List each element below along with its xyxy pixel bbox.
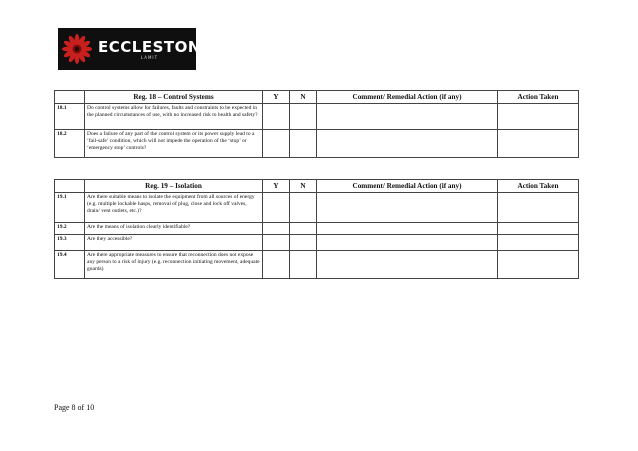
- logo-subtitle: LAMIT: [140, 54, 159, 60]
- cell-action-taken[interactable]: [498, 223, 579, 235]
- cell-comment[interactable]: [317, 235, 498, 251]
- table-row: [55, 193, 579, 223]
- header-y: Y: [263, 91, 290, 104]
- row-number: 19.4: [55, 251, 85, 279]
- table-row: [55, 251, 579, 279]
- cell-n[interactable]: [290, 251, 317, 279]
- cell-n[interactable]: [290, 193, 317, 223]
- table-title: Reg. 18 – Control Systems: [85, 91, 263, 104]
- table-row: [55, 104, 579, 130]
- cell-comment[interactable]: [317, 193, 498, 223]
- header-comment: Comment/ Remedial Action (if any): [317, 180, 498, 193]
- table-header-row: [55, 180, 579, 193]
- table-header-row: [55, 91, 579, 104]
- logo-text: [98, 39, 201, 60]
- control-systems-table: [54, 90, 579, 158]
- cell-y[interactable]: [263, 235, 290, 251]
- cell-action-taken[interactable]: [498, 251, 579, 279]
- cell-action-taken[interactable]: [498, 193, 579, 223]
- table-row: [55, 235, 579, 251]
- cell-y[interactable]: [263, 104, 290, 130]
- row-question: Are there suitable means to isolate the equipment from all sources of energy (e.g. multiple lockable hasps, removal of plug, close and lock off valves, drain/ vent outlets, etc.)?: [85, 193, 263, 223]
- flower-icon: [61, 33, 93, 65]
- row-question: Are they accessible?: [85, 235, 263, 251]
- row-question: Are there appropriate measures to ensure that reconnection does not expose any person to a risk of injury (e.g. reconnection initiating movement, adequate guards): [85, 251, 263, 279]
- table-row: [55, 223, 579, 235]
- header-comment: Comment/ Remedial Action (if any): [317, 91, 498, 104]
- cell-y[interactable]: [263, 193, 290, 223]
- cell-action-taken[interactable]: [498, 235, 579, 251]
- row-number: 18.1: [55, 104, 85, 130]
- header-blank: [55, 180, 85, 193]
- company-logo: [58, 28, 201, 70]
- header-blank: [55, 91, 85, 104]
- row-question: Do control systems allow for failures, faults and constraints to be expected in the planned circumstances of use, with no increased risk to health and safety?: [85, 104, 263, 130]
- row-question: Are the means of isolation clearly identifiable?: [85, 223, 263, 235]
- table-row: [55, 130, 579, 158]
- cell-n[interactable]: [290, 223, 317, 235]
- cell-y[interactable]: [263, 223, 290, 235]
- header-y: Y: [263, 180, 290, 193]
- cell-action-taken[interactable]: [498, 130, 579, 158]
- header-action-taken: Action Taken: [498, 91, 579, 104]
- row-number: 19.1: [55, 193, 85, 223]
- row-number: 18.2: [55, 130, 85, 158]
- table-title: Reg. 19 – Isolation: [85, 180, 263, 193]
- cell-y[interactable]: [263, 251, 290, 279]
- cell-action-taken[interactable]: [498, 104, 579, 130]
- row-number: 19.3: [55, 235, 85, 251]
- header-n: N: [290, 91, 317, 104]
- logo-name: ECCLESTON: [98, 37, 201, 56]
- cell-comment[interactable]: [317, 251, 498, 279]
- page-number: Page 8 of 10: [54, 403, 95, 412]
- isolation-table: [54, 179, 579, 279]
- header-action-taken: Action Taken: [498, 180, 579, 193]
- row-number: 19.2: [55, 223, 85, 235]
- cell-comment[interactable]: [317, 104, 498, 130]
- cell-n[interactable]: [290, 104, 317, 130]
- cell-n[interactable]: [290, 235, 317, 251]
- cell-n[interactable]: [290, 130, 317, 158]
- cell-y[interactable]: [263, 130, 290, 158]
- cell-comment[interactable]: [317, 223, 498, 235]
- header-n: N: [290, 180, 317, 193]
- cell-comment[interactable]: [317, 130, 498, 158]
- row-question: Does a failure of any part of the control system or its power supply lead to a ‘fail-safe’ condition, which will not impede the operation of the ‘stop’ or ‘emergency stop’ controls?: [85, 130, 263, 158]
